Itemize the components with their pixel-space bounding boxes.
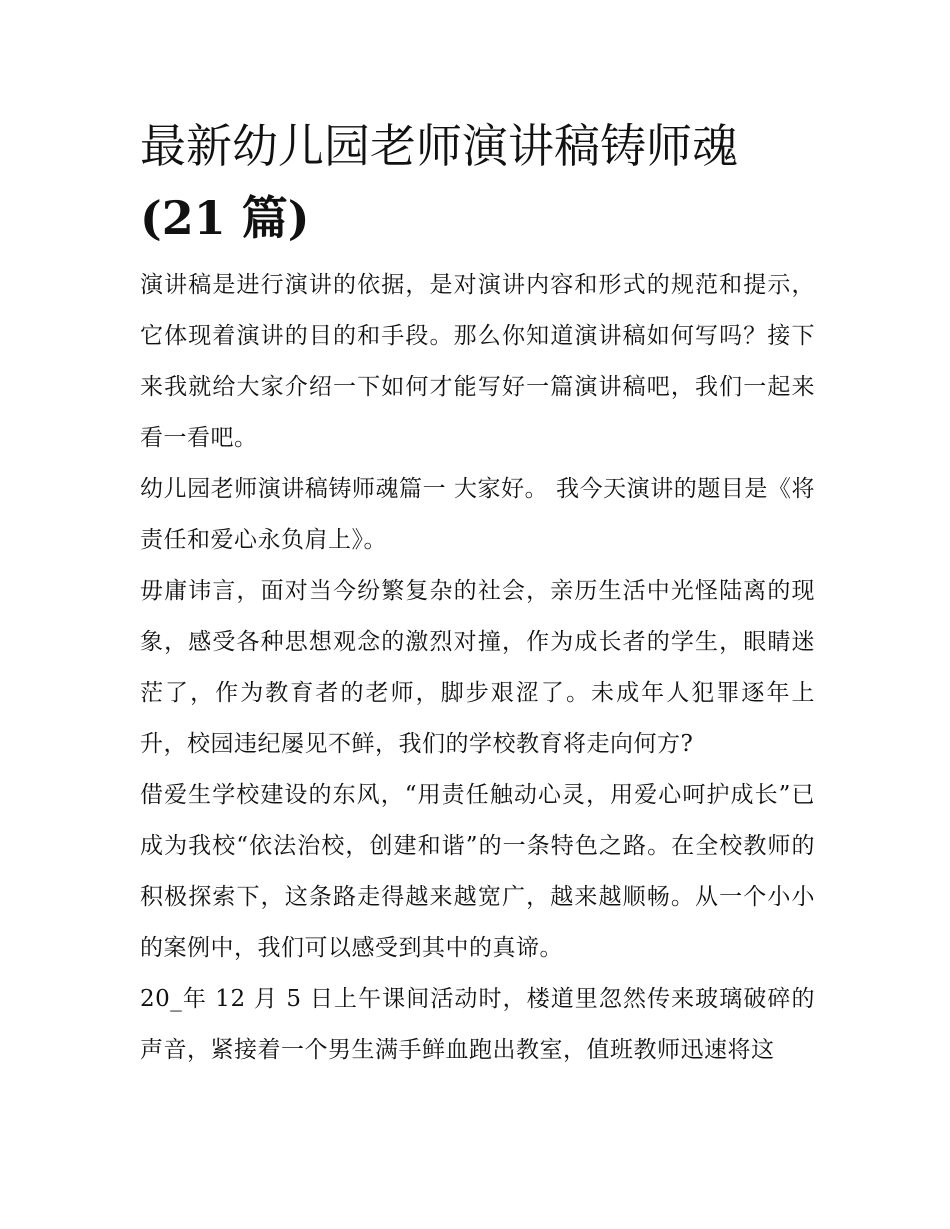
title-line-1: 最新幼儿园老师演讲稿铸师魂	[140, 119, 738, 173]
paragraph-incident: 20_年 12 月 5 日上午课间活动时，楼道里忽然传来玻璃破碎的声音，紧接着一个男生满手鲜血跑出教室，值班教师迅速将这	[140, 986, 815, 1063]
paragraph-school-path: 借爱生学校建设的东风，“用责任触动心灵，用爱心呵护成长”已成为我校“依法治校，创建和谐”的一条特色之路。在全校教师的积极探索下，这条路走得越来越宽广，越来越顺畅。从一个小小的案例中，我们可以感受到其中的真谛。	[140, 782, 815, 961]
paragraph-speech-opening: 幼儿园老师演讲稿铸师魂篇一 大家好。 我今天演讲的题目是《将责任和爱心永负肩上》。	[140, 476, 815, 553]
paragraph-society: 毋庸讳言，面对当今纷繁复杂的社会，亲历生活中光怪陆离的现象，感受各种思想观念的激烈对撞，作为成长者的学生，眼睛迷茫了，作为教育者的老师，脚步艰涩了。未成年人犯罪逐年上升，校园违纪屡见不鲜，我们的学校教育将走向何方?	[140, 578, 815, 757]
paragraph-intro: 演讲稿是进行演讲的依据，是对演讲内容和形式的规范和提示，它体现着演讲的目的和手段。那么你知道演讲稿如何写吗？接下来我就给大家介绍一下如何才能写好一篇演讲稿吧，我们一起来看一看吧。	[140, 272, 815, 451]
document-title	[140, 110, 815, 254]
title-line-2: (21 篇)	[140, 191, 310, 245]
document-page	[140, 110, 815, 1076]
